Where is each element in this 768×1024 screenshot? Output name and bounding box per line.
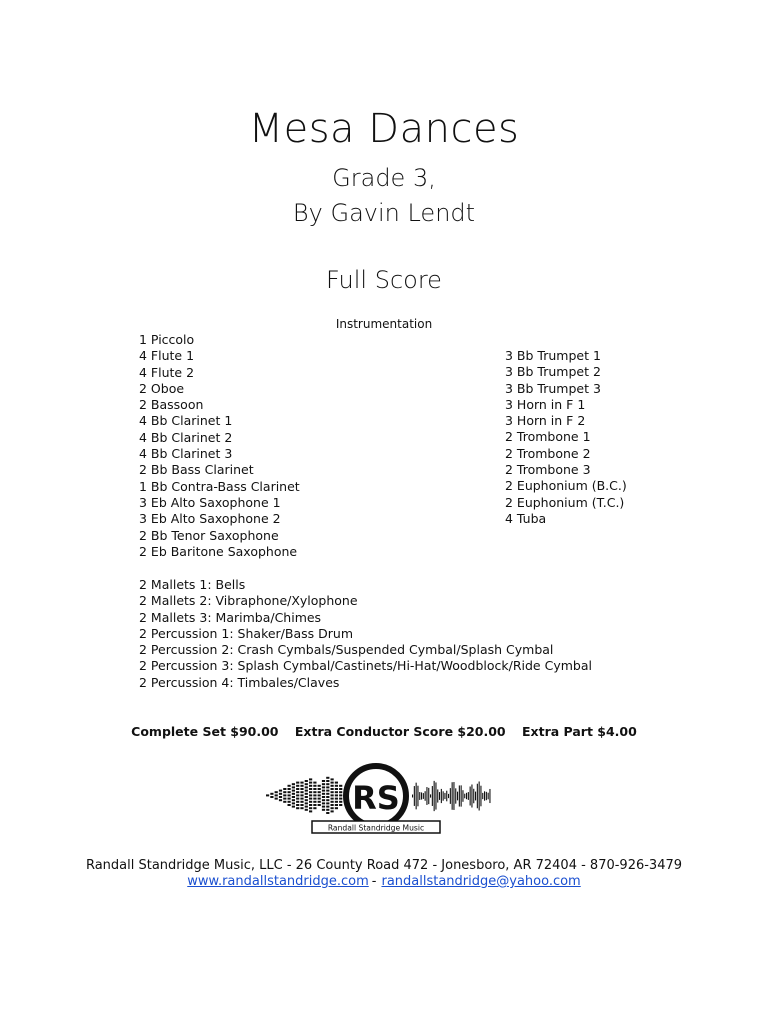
publisher-address: Randall Standridge Music, LLC - 26 County Road 472 - Jonesboro, AR 72404 - 870-926-3479 [85,858,683,873]
percussion-item: 2 Mallets 3: Marimba/Chimes [139,609,322,625]
instrument-item: 2 Euphonium (T.C.) [505,494,625,510]
instrument-item: 4 Bb Clarinet 3 [139,446,233,462]
contact-links [0,874,768,889]
website-link[interactable]: www.randallstandridge.com [187,874,369,889]
price-complete-set: Complete Set $90.00 [131,724,279,739]
grade-level: Grade 3, [332,164,436,192]
document-title: Mesa Dances [248,106,520,152]
instrument-item: 3 Bb Trumpet 3 [505,380,601,396]
percussion-item: 2 Mallets 2: Vibraphone/Xylophone [139,593,358,609]
percussion-item: 2 Percussion 4: Timbales/Claves [139,674,340,690]
equalizer-bars-icon [266,777,342,814]
instrument-list-woodwinds [139,332,300,560]
instrument-item: 3 Bb Trumpet 1 [505,348,601,363]
instrument-item: 3 Horn in F 1 [505,396,586,412]
price-conductor-score: Extra Conductor Score $20.00 [294,724,506,739]
email-link[interactable]: randallstandridge@yahoo.com [381,874,581,889]
instrument-item: 2 Trombone 2 [505,445,591,461]
instrument-item: 2 Oboe [139,380,185,396]
instrument-item: 2 Trombone 1 [505,429,591,445]
instrument-item: 1 Bb Contra-Bass Clarinet [139,478,300,494]
soundwave-icon [412,781,491,811]
instrument-item: 3 Horn in F 2 [505,413,586,429]
instrumentation-heading: Instrumentation [335,317,433,331]
instrument-item: 2 Eb Baritone Saxophone [139,543,298,559]
link-separator: - [371,874,377,889]
instrument-item: 3 Eb Alto Saxophone 1 [139,494,281,510]
pricing-line [0,724,768,739]
instrument-item: 4 Flute 2 [139,364,195,380]
instrument-item: 4 Bb Clarinet 2 [139,429,233,445]
logo-initials: RS [352,779,400,817]
score-type: Full Score [326,266,442,294]
percussion-item: 2 Percussion 2: Crash Cymbals/Suspended Cymbal/Splash Cymbal [139,642,554,658]
instrument-item: 3 Bb Trumpet 2 [505,364,601,380]
instrument-list-percussion [139,577,592,691]
instrument-item: 2 Euphonium (B.C.) [505,478,627,494]
price-extra-part: Extra Part $4.00 [522,724,637,739]
instrument-item: 4 Tuba [505,510,547,526]
instrument-item: 4 Flute 1 [139,348,195,364]
percussion-item: 2 Percussion 1: Shaker/Bass Drum [139,625,353,641]
instrument-item: 1 Piccolo [139,332,195,347]
instrument-item: 2 Trombone 3 [505,462,591,478]
instrument-item: 2 Bb Bass Clarinet [139,462,254,478]
instrument-item: 3 Eb Alto Saxophone 2 [139,511,281,527]
percussion-item: 2 Mallets 1: Bells [139,577,246,592]
instrument-item: 4 Bb Clarinet 1 [139,413,233,429]
logo-name: Randall Standridge Music [327,823,425,833]
composer: By Gavin Lendt [292,199,476,227]
instrument-item: 2 Bb Tenor Saxophone [139,527,279,543]
instrument-list-brass [505,348,627,527]
publisher-logo [262,760,494,838]
instrument-item: 2 Bassoon [139,397,204,413]
percussion-item: 2 Percussion 3: Splash Cymbal/Castinets/Hi-Hat/Woodblock/Ride Cymbal [139,658,592,674]
